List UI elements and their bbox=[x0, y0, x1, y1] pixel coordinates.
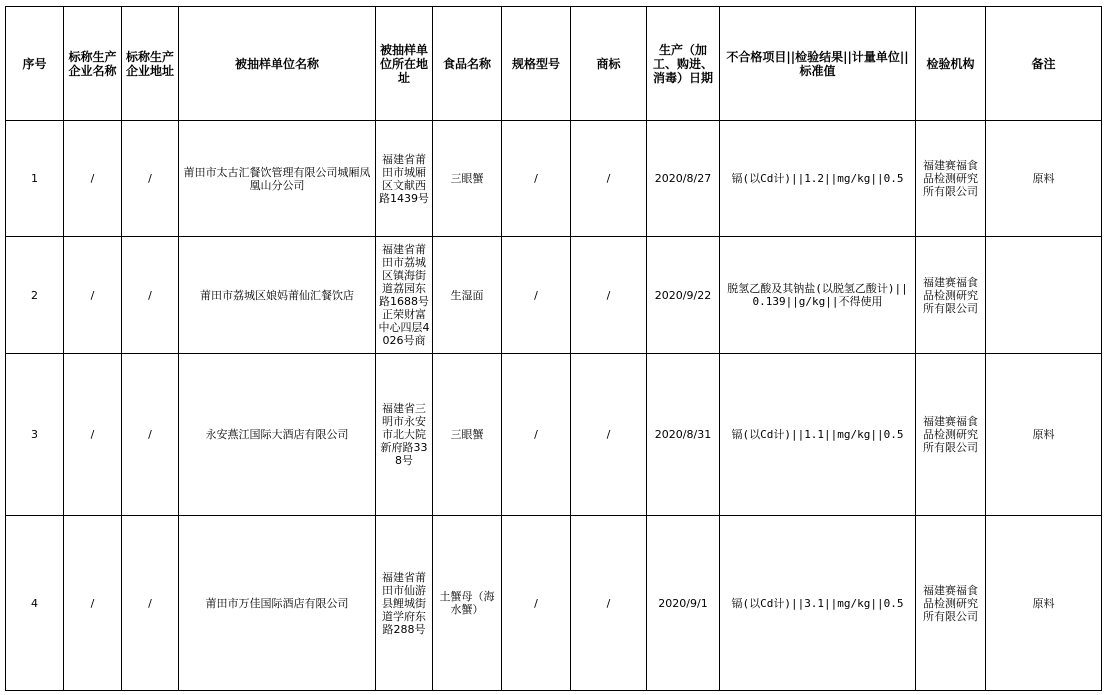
cell-result: 镉(以Cd计)||3.1||mg/kg||0.5 bbox=[720, 516, 916, 691]
header-spec: 规格型号 bbox=[502, 7, 571, 121]
cell-agency: 福建赛福食品检测研究所有限公司 bbox=[916, 516, 986, 691]
cell-producer-name: / bbox=[64, 237, 122, 354]
cell-agency: 福建赛福食品检测研究所有限公司 bbox=[916, 354, 986, 516]
cell-result: 镉(以Cd计)||1.2||mg/kg||0.5 bbox=[720, 121, 916, 237]
header-result: 不合格项目||检验结果||计量单位||标准值 bbox=[720, 7, 916, 121]
cell-agency: 福建赛福食品检测研究所有限公司 bbox=[916, 237, 986, 354]
cell-sampled-unit: 永安燕江国际大酒店有限公司 bbox=[179, 354, 376, 516]
header-brand: 商标 bbox=[571, 7, 647, 121]
cell-sampled-addr: 福建省莆田市荔城区镇海街道荔园东路1688号正荣财富中心四层4026号商 bbox=[376, 237, 433, 354]
cell-remark: 原料 bbox=[986, 354, 1102, 516]
cell-spec: / bbox=[502, 121, 571, 237]
cell-seq: 2 bbox=[6, 237, 64, 354]
cell-spec: / bbox=[502, 354, 571, 516]
cell-producer-name: / bbox=[64, 121, 122, 237]
header-sampled-unit: 被抽样单位名称 bbox=[179, 7, 376, 121]
cell-sampled-unit: 莆田市万佳国际酒店有限公司 bbox=[179, 516, 376, 691]
cell-date: 2020/9/22 bbox=[647, 237, 720, 354]
cell-date: 2020/8/27 bbox=[647, 121, 720, 237]
cell-sampled-unit: 莆田市太古汇餐饮管理有限公司城厢凤凰山分公司 bbox=[179, 121, 376, 237]
cell-sampled-unit: 莆田市荔城区娘妈莆仙汇餐饮店 bbox=[179, 237, 376, 354]
cell-brand: / bbox=[571, 121, 647, 237]
cell-remark bbox=[986, 237, 1102, 354]
table-row bbox=[6, 121, 1102, 237]
cell-remark: 原料 bbox=[986, 121, 1102, 237]
header-food-name: 食品名称 bbox=[433, 7, 502, 121]
cell-remark: 原料 bbox=[986, 516, 1102, 691]
cell-producer-addr: / bbox=[122, 237, 179, 354]
cell-result: 脱氢乙酸及其钠盐(以脱氢乙酸计)||0.139||g/kg||不得使用 bbox=[720, 237, 916, 354]
header-seq: 序号 bbox=[6, 7, 64, 121]
header-date: 生产（加工、购进、消毒）日期 bbox=[647, 7, 720, 121]
table-row bbox=[6, 516, 1102, 691]
header-row bbox=[6, 7, 1102, 121]
inspection-results-table bbox=[5, 6, 1102, 691]
table-row bbox=[6, 237, 1102, 354]
cell-brand: / bbox=[571, 516, 647, 691]
cell-seq: 3 bbox=[6, 354, 64, 516]
cell-seq: 4 bbox=[6, 516, 64, 691]
header-sampled-addr: 被抽样单位所在地址 bbox=[376, 7, 433, 121]
cell-date: 2020/9/1 bbox=[647, 516, 720, 691]
cell-spec: / bbox=[502, 516, 571, 691]
cell-brand: / bbox=[571, 354, 647, 516]
cell-sampled-addr: 福建省莆田市仙游县鲤城街道学府东路288号 bbox=[376, 516, 433, 691]
cell-producer-addr: / bbox=[122, 516, 179, 691]
cell-spec: / bbox=[502, 237, 571, 354]
cell-seq: 1 bbox=[6, 121, 64, 237]
header-producer-addr: 标称生产企业地址 bbox=[122, 7, 179, 121]
cell-producer-name: / bbox=[64, 516, 122, 691]
cell-food-name: 土蟹母（海水蟹） bbox=[433, 516, 502, 691]
cell-producer-addr: / bbox=[122, 354, 179, 516]
cell-date: 2020/8/31 bbox=[647, 354, 720, 516]
cell-food-name: 三眼蟹 bbox=[433, 121, 502, 237]
cell-producer-name: / bbox=[64, 354, 122, 516]
cell-agency: 福建赛福食品检测研究所有限公司 bbox=[916, 121, 986, 237]
header-remark: 备注 bbox=[986, 7, 1102, 121]
table-row bbox=[6, 354, 1102, 516]
cell-result: 镉(以Cd计)||1.1||mg/kg||0.5 bbox=[720, 354, 916, 516]
cell-producer-addr: / bbox=[122, 121, 179, 237]
cell-brand: / bbox=[571, 237, 647, 354]
cell-sampled-addr: 福建省三明市永安市北大院新府路338号 bbox=[376, 354, 433, 516]
header-producer-name: 标称生产企业名称 bbox=[64, 7, 122, 121]
header-agency: 检验机构 bbox=[916, 7, 986, 121]
cell-sampled-addr: 福建省莆田市城厢区文献西路1439号 bbox=[376, 121, 433, 237]
cell-food-name: 生湿面 bbox=[433, 237, 502, 354]
cell-food-name: 三眼蟹 bbox=[433, 354, 502, 516]
